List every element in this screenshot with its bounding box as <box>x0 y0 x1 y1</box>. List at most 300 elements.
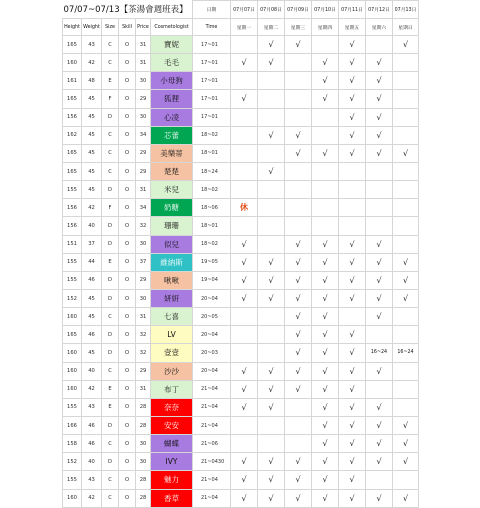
table-row <box>63 90 419 108</box>
shift-cell <box>231 36 258 54</box>
price-cell: 29 <box>136 144 151 162</box>
cosmetologist-name: 奈奈 <box>151 398 193 416</box>
time-cell: 18~01 <box>193 217 231 235</box>
height-cell: 166 <box>63 416 82 434</box>
shift-check-mark: √ <box>312 72 339 90</box>
shift-check-mark: √ <box>231 362 258 380</box>
time-cell: 18~02 <box>193 126 231 144</box>
size-header: Size <box>102 19 119 36</box>
skill-cell: O <box>119 380 136 398</box>
weekday-header: 星期三 <box>285 19 312 36</box>
shift-cell <box>312 108 339 126</box>
cosmetologist-name: 心凌 <box>151 108 193 126</box>
table-row <box>63 235 419 253</box>
skill-cell: O <box>119 362 136 380</box>
shift-check-mark: √ <box>366 90 393 108</box>
table-row <box>63 453 419 471</box>
table-row <box>63 380 419 398</box>
shift-check-mark: √ <box>339 271 366 289</box>
shift-check-mark: √ <box>258 271 285 289</box>
shift-cell <box>393 398 419 416</box>
skill-header: Skill <box>119 19 136 36</box>
shift-cell <box>393 90 419 108</box>
shift-check-mark: √ <box>312 489 339 507</box>
time-cell: 17~01 <box>193 90 231 108</box>
shift-cell <box>285 217 312 235</box>
size-cell: E <box>102 253 119 271</box>
shift-check-mark: √ <box>312 471 339 489</box>
cosmetologist-name: 似兒 <box>151 235 193 253</box>
shift-cell <box>393 380 419 398</box>
cosmetologist-name: 維納斯 <box>151 253 193 271</box>
shift-cell <box>393 54 419 72</box>
cosmetologist-name: 啾啾 <box>151 271 193 289</box>
table-row <box>63 416 419 434</box>
shift-check-mark: √ <box>312 416 339 434</box>
shift-cell <box>285 54 312 72</box>
size-cell: D <box>102 271 119 289</box>
time-cell: 18~24 <box>193 162 231 180</box>
skill-cell: O <box>119 217 136 235</box>
time-cell: 18~02 <box>193 235 231 253</box>
shift-check-mark: √ <box>366 308 393 326</box>
shift-cell <box>393 308 419 326</box>
cosmetologist-name: 米兒 <box>151 181 193 199</box>
shift-check-mark: √ <box>366 253 393 271</box>
height-cell: 160 <box>63 308 82 326</box>
price-cell: 31 <box>136 308 151 326</box>
size-cell: D <box>102 453 119 471</box>
shift-check-mark: √ <box>339 108 366 126</box>
height-cell: 160 <box>63 344 82 362</box>
shift-cell <box>366 162 393 180</box>
size-cell: E <box>102 380 119 398</box>
cosmetologist-name: 芯蕾 <box>151 126 193 144</box>
time-cell: 17~01 <box>193 72 231 90</box>
cosmetologist-name: 蝴蝶 <box>151 435 193 453</box>
shift-check-mark: √ <box>366 289 393 307</box>
shift-check-mark: √ <box>366 398 393 416</box>
shift-check-mark: √ <box>366 416 393 434</box>
shift-cell <box>312 162 339 180</box>
price-cell: 31 <box>136 54 151 72</box>
shift-check-mark: √ <box>339 36 366 54</box>
cosmetologist-name: 香草 <box>151 489 193 507</box>
weight-cell: 48 <box>82 72 102 90</box>
shift-check-mark: √ <box>231 489 258 507</box>
table-row <box>63 326 419 344</box>
price-cell: 29 <box>136 362 151 380</box>
shift-check-mark: √ <box>393 36 419 54</box>
shift-check-mark: √ <box>258 380 285 398</box>
size-cell: C <box>102 36 119 54</box>
skill-cell: O <box>119 235 136 253</box>
shift-cell <box>231 108 258 126</box>
skill-cell: O <box>119 126 136 144</box>
shift-check-mark: √ <box>366 489 393 507</box>
time-cell: 21~04 <box>193 489 231 507</box>
price-cell: 31 <box>136 380 151 398</box>
size-cell: D <box>102 217 119 235</box>
cosmetologist-name: 毛毛 <box>151 54 193 72</box>
size-cell: F <box>102 90 119 108</box>
shift-cell <box>312 36 339 54</box>
weight-cell: 43 <box>82 398 102 416</box>
date-header: 07月09日 <box>285 1 312 19</box>
shift-check-mark: √ <box>285 36 312 54</box>
time-cell: 20~05 <box>193 308 231 326</box>
date-header: 07月11日 <box>339 1 366 19</box>
shift-check-mark: √ <box>258 398 285 416</box>
shift-cell <box>339 162 366 180</box>
shift-check-mark: √ <box>339 380 366 398</box>
weight-header: Weight <box>82 19 102 36</box>
cosmetologist-name: 妍妍 <box>151 289 193 307</box>
shift-cell <box>258 435 285 453</box>
shift-cell <box>231 435 258 453</box>
date-header: 07月08日 <box>258 1 285 19</box>
shift-check-mark: √ <box>366 54 393 72</box>
shift-cell <box>366 326 393 344</box>
shift-cell <box>312 126 339 144</box>
shift-cell <box>258 72 285 90</box>
weight-cell: 42 <box>82 199 102 217</box>
table-row <box>63 181 419 199</box>
time-cell: 18~01 <box>193 144 231 162</box>
weight-cell: 46 <box>82 416 102 434</box>
shift-cell <box>393 235 419 253</box>
shift-check-mark: √ <box>366 235 393 253</box>
skill-cell: O <box>119 271 136 289</box>
weight-cell: 43 <box>82 471 102 489</box>
shift-cell <box>258 416 285 434</box>
skill-cell: O <box>119 326 136 344</box>
date-header: 07月07日 <box>231 1 258 19</box>
shift-check-mark: √ <box>312 271 339 289</box>
shift-check-mark: √ <box>339 90 366 108</box>
size-cell: C <box>102 471 119 489</box>
price-cell: 30 <box>136 108 151 126</box>
shift-check-mark: √ <box>285 271 312 289</box>
table-row <box>63 36 419 54</box>
price-cell: 30 <box>136 235 151 253</box>
shift-check-mark: √ <box>339 253 366 271</box>
height-cell: 162 <box>63 126 82 144</box>
date-header: 07月12日 <box>366 1 393 19</box>
shift-check-mark: √ <box>231 380 258 398</box>
size-cell: C <box>102 489 119 507</box>
weight-cell: 46 <box>82 435 102 453</box>
table-row <box>63 54 419 72</box>
size-cell: E <box>102 72 119 90</box>
shift-check-mark: √ <box>366 271 393 289</box>
weight-cell: 43 <box>82 36 102 54</box>
shift-cell <box>231 162 258 180</box>
shift-cell <box>231 181 258 199</box>
weight-cell: 40 <box>82 362 102 380</box>
weight-cell: 42 <box>82 380 102 398</box>
height-cell: 160 <box>63 362 82 380</box>
shift-cell: 16~24 <box>393 344 419 362</box>
weight-cell: 45 <box>82 90 102 108</box>
shift-check-mark: √ <box>366 108 393 126</box>
shift-check-mark: √ <box>312 289 339 307</box>
shift-cell <box>231 416 258 434</box>
height-cell: 161 <box>63 72 82 90</box>
height-cell: 155 <box>63 181 82 199</box>
shift-check-mark: √ <box>312 308 339 326</box>
shift-cell <box>231 144 258 162</box>
shift-check-mark: √ <box>312 144 339 162</box>
cosmetologist-name: 壹壹 <box>151 344 193 362</box>
shift-cell: 16~24 <box>366 344 393 362</box>
skill-cell: O <box>119 253 136 271</box>
shift-cell <box>285 199 312 217</box>
cosmetologist-name: 美樂蒂 <box>151 144 193 162</box>
weekday-header: 星期二 <box>258 19 285 36</box>
shift-cell <box>258 181 285 199</box>
size-cell: C <box>102 126 119 144</box>
shift-check-mark: √ <box>258 36 285 54</box>
shift-check-mark: √ <box>258 253 285 271</box>
shift-check-mark: √ <box>231 398 258 416</box>
table-row <box>63 362 419 380</box>
shift-check-mark: √ <box>285 253 312 271</box>
price-cell: 30 <box>136 435 151 453</box>
shift-cell <box>258 108 285 126</box>
price-cell: 37 <box>136 253 151 271</box>
shift-check-mark: √ <box>339 235 366 253</box>
shift-check-mark: √ <box>285 453 312 471</box>
date-column-label: 日期 <box>193 1 231 19</box>
time-cell: 20~03 <box>193 344 231 362</box>
skill-cell: O <box>119 453 136 471</box>
skill-cell: O <box>119 181 136 199</box>
skill-cell: O <box>119 108 136 126</box>
price-cell: 30 <box>136 289 151 307</box>
shift-check-mark: √ <box>258 162 285 180</box>
cosmetologist-header: Cosmetologist <box>151 19 193 36</box>
shift-cell <box>285 416 312 434</box>
day-off-mark: 休 <box>231 199 258 217</box>
shift-check-mark: √ <box>258 471 285 489</box>
shift-check-mark: √ <box>285 289 312 307</box>
shift-check-mark: √ <box>393 416 419 434</box>
size-cell: E <box>102 398 119 416</box>
shift-check-mark: √ <box>258 362 285 380</box>
skill-cell: O <box>119 199 136 217</box>
shift-check-mark: √ <box>366 362 393 380</box>
weight-cell: 40 <box>82 453 102 471</box>
size-cell: C <box>102 308 119 326</box>
height-cell: 152 <box>63 453 82 471</box>
price-cell: 29 <box>136 271 151 289</box>
size-cell: D <box>102 108 119 126</box>
height-cell: 155 <box>63 398 82 416</box>
shift-cell <box>258 308 285 326</box>
time-cell: 20~04 <box>193 326 231 344</box>
shift-check-mark: √ <box>366 435 393 453</box>
shift-check-mark: √ <box>393 489 419 507</box>
shift-check-mark: √ <box>339 416 366 434</box>
time-cell: 21~04 <box>193 471 231 489</box>
weight-cell: 44 <box>82 253 102 271</box>
cosmetologist-name: 小母狗 <box>151 72 193 90</box>
shift-check-mark: √ <box>258 54 285 72</box>
shift-check-mark: √ <box>393 453 419 471</box>
shift-check-mark: √ <box>339 362 366 380</box>
size-cell: D <box>102 416 119 434</box>
skill-cell: O <box>119 72 136 90</box>
shift-cell <box>258 326 285 344</box>
weight-cell: 37 <box>82 235 102 253</box>
shift-cell <box>366 217 393 235</box>
shift-cell <box>393 72 419 90</box>
shift-check-mark: √ <box>339 453 366 471</box>
shift-cell <box>231 326 258 344</box>
weight-cell: 45 <box>82 289 102 307</box>
shift-check-mark: √ <box>312 235 339 253</box>
skill-cell: O <box>119 90 136 108</box>
shift-cell <box>285 435 312 453</box>
shift-cell <box>393 108 419 126</box>
skill-cell: O <box>119 416 136 434</box>
shift-check-mark: √ <box>339 54 366 72</box>
height-cell: 158 <box>63 435 82 453</box>
shift-cell <box>231 217 258 235</box>
height-cell: 160 <box>63 54 82 72</box>
time-cell: 18~06 <box>193 199 231 217</box>
price-cell: 32 <box>136 326 151 344</box>
date-header: 07月10日 <box>312 1 339 19</box>
skill-cell: O <box>119 489 136 507</box>
weekday-header: 星期日 <box>393 19 419 36</box>
size-cell: D <box>102 344 119 362</box>
table-row <box>63 162 419 180</box>
table-row <box>63 489 419 507</box>
shift-check-mark: √ <box>339 471 366 489</box>
size-cell: C <box>102 54 119 72</box>
shift-cell <box>258 199 285 217</box>
shift-check-mark: √ <box>258 289 285 307</box>
height-cell: 155 <box>63 253 82 271</box>
shift-check-mark: √ <box>339 326 366 344</box>
date-header: 07月13日 <box>393 1 419 19</box>
height-cell: 156 <box>63 108 82 126</box>
title-row <box>63 1 419 19</box>
shift-check-mark: √ <box>312 362 339 380</box>
shift-check-mark: √ <box>258 489 285 507</box>
shift-cell <box>393 199 419 217</box>
time-cell: 20~04 <box>193 289 231 307</box>
shift-check-mark: √ <box>393 253 419 271</box>
price-cell: 28 <box>136 489 151 507</box>
skill-cell: O <box>119 308 136 326</box>
shift-check-mark: √ <box>312 54 339 72</box>
height-cell: 160 <box>63 380 82 398</box>
shift-cell <box>366 36 393 54</box>
shift-check-mark: √ <box>285 144 312 162</box>
shift-check-mark: √ <box>366 126 393 144</box>
shift-cell <box>312 181 339 199</box>
shift-check-mark: √ <box>393 435 419 453</box>
shift-check-mark: √ <box>258 126 285 144</box>
table-row <box>63 126 419 144</box>
weight-cell: 45 <box>82 308 102 326</box>
size-cell: C <box>102 435 119 453</box>
shift-cell <box>258 217 285 235</box>
time-cell: 18~02 <box>193 181 231 199</box>
table-row <box>63 108 419 126</box>
weekday-header: 星期四 <box>312 19 339 36</box>
table-row <box>63 253 419 271</box>
shift-check-mark: √ <box>366 144 393 162</box>
shift-cell <box>393 326 419 344</box>
shift-check-mark: √ <box>285 235 312 253</box>
skill-cell: O <box>119 54 136 72</box>
price-cell: 30 <box>136 453 151 471</box>
height-cell: 155 <box>63 271 82 289</box>
shift-check-mark: √ <box>285 380 312 398</box>
table-row <box>63 144 419 162</box>
weight-cell: 42 <box>82 54 102 72</box>
weight-cell: 40 <box>82 217 102 235</box>
shift-check-mark: √ <box>285 362 312 380</box>
shift-check-mark: √ <box>339 435 366 453</box>
weight-cell: 45 <box>82 144 102 162</box>
shift-cell <box>339 199 366 217</box>
size-cell: D <box>102 289 119 307</box>
height-cell: 156 <box>63 199 82 217</box>
shift-cell <box>231 72 258 90</box>
skill-cell: O <box>119 471 136 489</box>
height-cell: 165 <box>63 36 82 54</box>
shift-check-mark: √ <box>339 398 366 416</box>
cosmetologist-name: 珊珊 <box>151 217 193 235</box>
price-cell: 28 <box>136 398 151 416</box>
shift-cell <box>258 144 285 162</box>
skill-cell: O <box>119 435 136 453</box>
shift-check-mark: √ <box>231 453 258 471</box>
cosmetologist-name: 楚楚 <box>151 162 193 180</box>
weight-cell: 45 <box>82 162 102 180</box>
shift-cell <box>231 308 258 326</box>
shift-cell <box>339 217 366 235</box>
shift-check-mark: √ <box>339 344 366 362</box>
shift-cell <box>393 217 419 235</box>
table-row <box>63 199 419 217</box>
height-cell: 165 <box>63 162 82 180</box>
height-cell: 165 <box>63 90 82 108</box>
time-cell: 17~01 <box>193 108 231 126</box>
height-cell: 151 <box>63 235 82 253</box>
height-header: Height <box>63 19 82 36</box>
shift-cell <box>285 72 312 90</box>
shift-cell <box>393 362 419 380</box>
shift-cell <box>393 181 419 199</box>
shift-check-mark: √ <box>285 471 312 489</box>
price-header: Price <box>136 19 151 36</box>
time-cell: 19~05 <box>193 253 231 271</box>
shift-check-mark: √ <box>312 380 339 398</box>
shift-cell <box>285 398 312 416</box>
shift-check-mark: √ <box>339 144 366 162</box>
weight-cell: 46 <box>82 326 102 344</box>
weight-cell: 45 <box>82 344 102 362</box>
cosmetologist-name: 狐狸 <box>151 90 193 108</box>
table-row <box>63 72 419 90</box>
shift-check-mark: √ <box>393 271 419 289</box>
